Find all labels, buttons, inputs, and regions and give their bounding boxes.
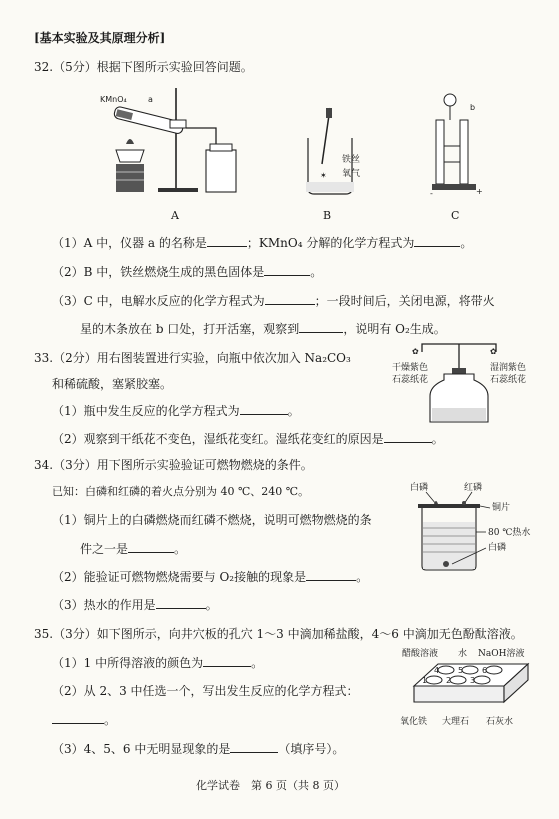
- q32-part3: （3）C 中，电解水反应的化学方程式为 ；一段时间后，关闭电源，将带火: [52, 294, 495, 308]
- svg-text:✿: ✿: [412, 347, 419, 356]
- svg-text:✶: ✶: [320, 171, 327, 180]
- q33-part1: （1）瓶中发生反应的化学方程式为 。: [52, 404, 300, 418]
- q35-stem: 35.（3分）如下图所示，向井穴板的孔穴 1～3 中滴加稀盐酸，4～6 中滴加无色酚酞溶液。: [34, 627, 523, 641]
- q34-part2: （2）能验证可燃物燃烧需要与 O₂接触的现象是 。: [52, 570, 369, 584]
- dry-flower-label-1: 干燥紫色: [392, 363, 429, 373]
- q32-figure-c: [430, 92, 490, 198]
- well-1: 1: [422, 676, 428, 685]
- caption-c: C: [451, 209, 460, 222]
- white-phosphorus-label: 白磷: [410, 483, 429, 493]
- kmno4-label: KMnO₄: [100, 95, 127, 104]
- well-6: 6: [482, 666, 488, 675]
- q32-stem: 32.（5分）根据下图所示实验回答问题。: [34, 60, 253, 74]
- q34-stem: 34.（3分）用下图所示实验验证可燃物燃烧的条件。: [34, 458, 313, 472]
- limewater-label: 石灰水: [486, 717, 514, 727]
- white-phosphorus-water-label: 白磷: [488, 543, 507, 553]
- q32-part1: （1）A 中，仪器 a 的名称是 ；KMnO₄ 分解的化学方程式为 。: [52, 236, 473, 250]
- b-label: b: [470, 103, 476, 112]
- caption-a: A: [171, 209, 179, 222]
- minus-label: -: [430, 189, 433, 198]
- q34-part1-cont: 件之一是 。: [80, 542, 187, 556]
- q35-part1: （1）1 中所得溶液的颜色为 。: [52, 656, 264, 670]
- q34-part1: （1）铜片上的白磷燃烧而红磷不燃烧，说明可燃物燃烧的条: [52, 513, 372, 527]
- q32-figure-b: [300, 108, 370, 198]
- q32-part2: （2）B 中，铁丝燃烧生成的黑色固体是 。: [52, 265, 323, 279]
- marble-label: 大理石: [442, 717, 470, 727]
- well-3: 3: [470, 676, 476, 685]
- dry-flower-label-2: 石蕊纸花: [392, 375, 429, 385]
- well-4: 4: [434, 666, 440, 675]
- tiesi-label: 铁丝: [342, 155, 361, 165]
- well-2: 2: [446, 676, 452, 685]
- caption-b: B: [323, 209, 332, 222]
- hot-water-label: 80 ℃热水: [488, 528, 531, 538]
- q34-known: 已知：白磷和红磷的着火点分别为 40 ℃、240 ℃。: [52, 485, 310, 498]
- naoh-label: NaOH溶液: [478, 649, 525, 659]
- svg-text:✿: ✿: [490, 347, 497, 356]
- q35-figure: [398, 646, 538, 730]
- q32-part3-cont: 星的木条放在 b 口处，打开活塞，观察到 ，说明有 O₂生成。: [80, 322, 446, 336]
- page-footer: 化学试卷 第 6 页（共 8 页）: [196, 779, 345, 792]
- section-header: [基本实验及其原理分析]: [34, 31, 166, 45]
- q33-line2: 和稀硫酸，塞紧胶塞。: [52, 377, 173, 391]
- q33-line1: 33.（2分）用右图装置进行实验，向瓶中依次加入 Na₂CO₃: [34, 351, 351, 365]
- well-5: 5: [458, 666, 464, 675]
- copper-sheet-label: 铜片: [492, 503, 511, 513]
- iron-oxide-label: 氧化铁: [400, 717, 428, 727]
- q33-figure: [392, 338, 532, 426]
- q34-figure: [408, 478, 538, 574]
- a-label: a: [148, 95, 153, 104]
- wet-flower-label-1: 湿润紫色: [490, 363, 527, 373]
- q35-part2-blank: 。: [52, 711, 116, 728]
- red-phosphorus-label: 红磷: [464, 483, 483, 493]
- water-label: 水: [458, 649, 468, 659]
- q35-part2: （2）从 2、3 中任选一个，写出发生反应的化学方程式：: [52, 684, 359, 698]
- q34-part3: （3）热水的作用是 。: [52, 598, 218, 612]
- wet-flower-label-2: 石蕊纸花: [490, 375, 527, 385]
- q35-part3: （3）4、5、6 中无明显现象的是 （填序号）。: [52, 742, 345, 756]
- yangqi-label: 氧气: [342, 169, 361, 179]
- q32-figure-a: [100, 88, 250, 203]
- plus-label: +: [476, 187, 483, 196]
- q33-part2: （2）观察到干纸花不变色，湿纸花变红。湿纸花变红的原因是 。: [52, 432, 444, 446]
- acetic-acid-label: 醋酸溶液: [402, 649, 439, 659]
